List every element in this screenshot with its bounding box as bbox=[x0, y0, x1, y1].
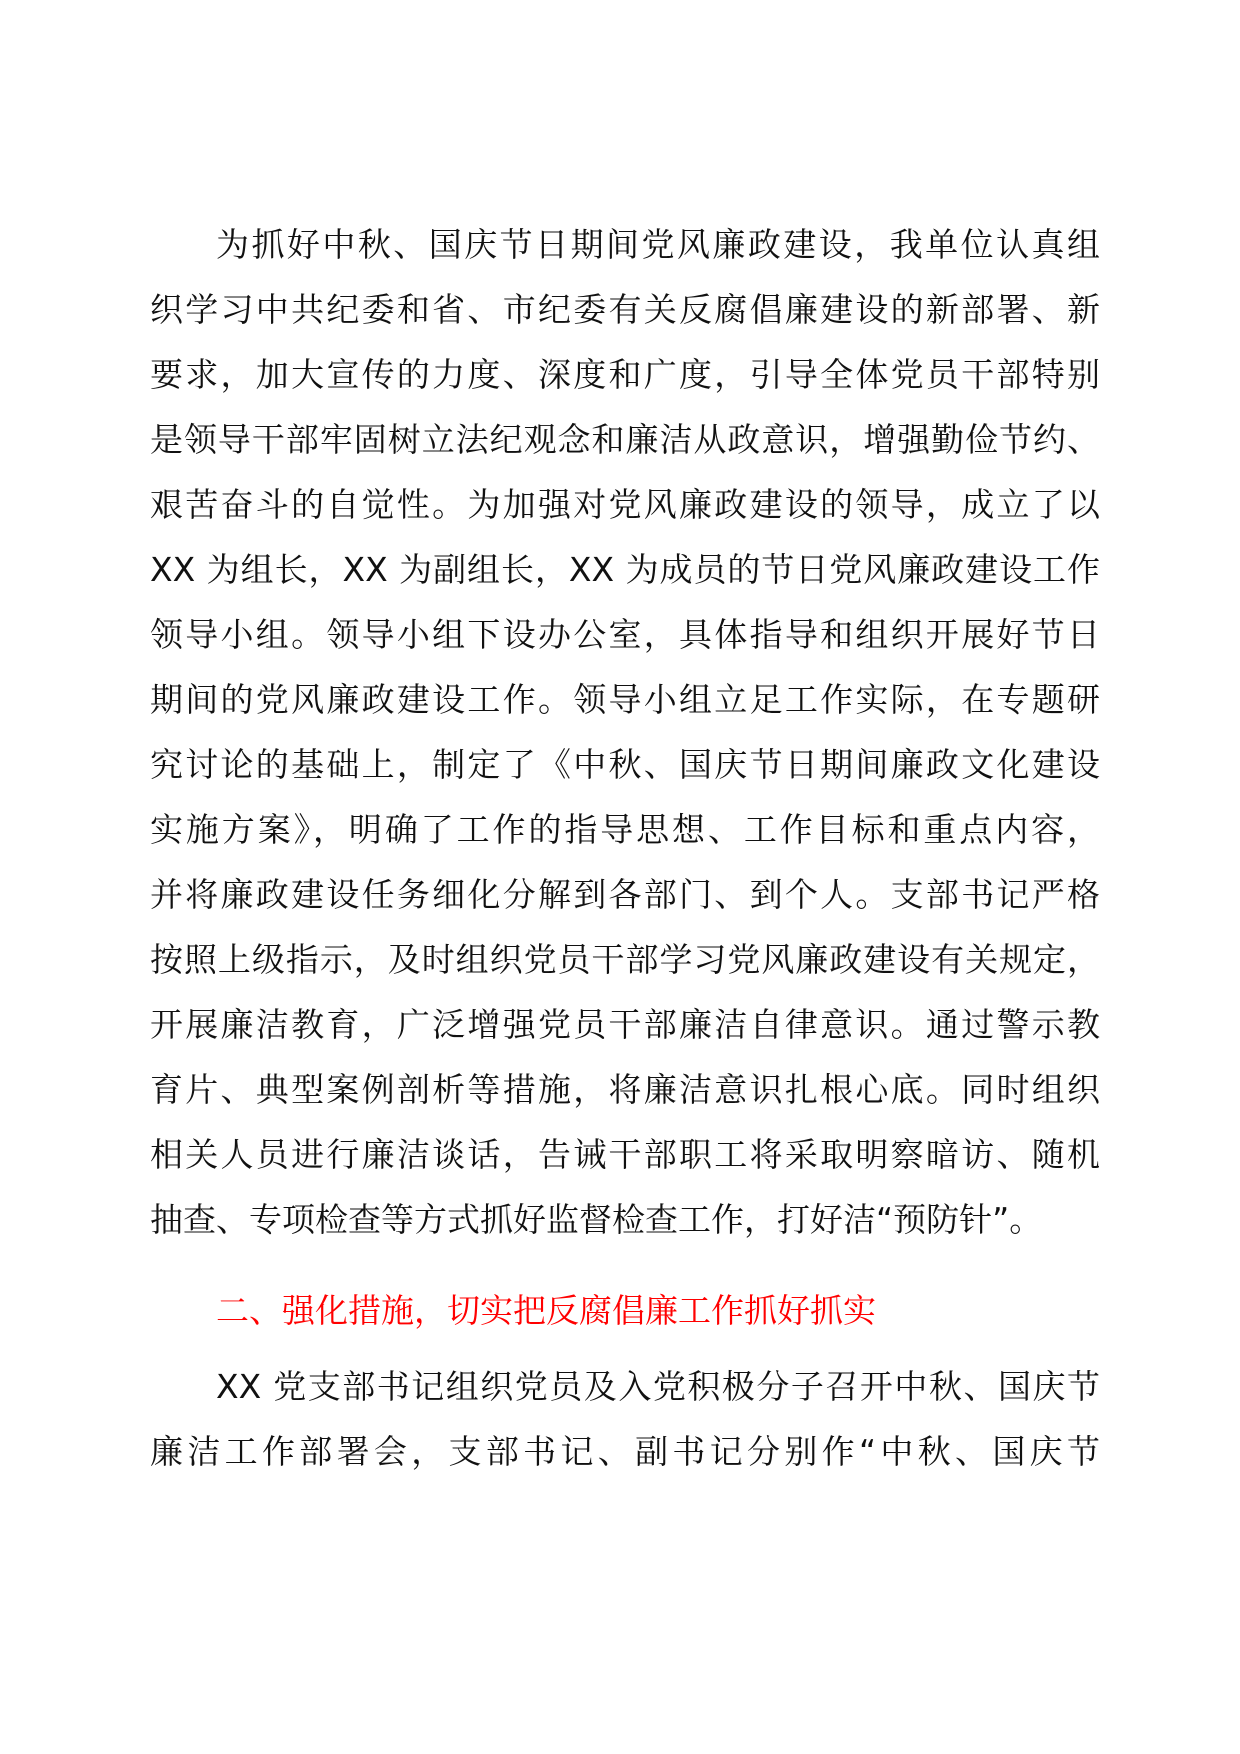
paragraph-line: 廉洁工作部署会，支部书记、副书记分别作“中秋、国庆节 bbox=[150, 1432, 1100, 1471]
paragraph-line: XX 党支部书记组织党员及入党积极分子召开中秋、国庆节 bbox=[216, 1367, 1100, 1406]
paragraph-line: 究讨论的基础上，制定了《中秋、国庆节日期间廉政文化建设 bbox=[150, 745, 1100, 784]
paragraph-line: 相关人员进行廉洁谈话，告诫干部职工将采取明察暗访、随机 bbox=[150, 1135, 1100, 1174]
paragraph-line: 抽查、专项检查等方式抓好监督检查工作，打好洁“预防针”。 bbox=[150, 1200, 1043, 1239]
paragraph-line: 艰苦奋斗的自觉性。为加强对党风廉政建设的领导，成立了以 bbox=[150, 485, 1100, 524]
paragraph-line: 织学习中共纪委和省、市纪委有关反腐倡廉建设的新部署、新 bbox=[150, 290, 1100, 329]
paragraph-line: 领导小组。领导小组下设办公室，具体指导和组织开展好节日 bbox=[150, 615, 1100, 654]
paragraph-line: 是领导干部牢固树立法纪观念和廉洁从政意识，增强勤俭节约、 bbox=[150, 420, 1100, 459]
section-heading: 二、强化措施，切实把反腐倡廉工作抓好抓实 bbox=[216, 1291, 876, 1330]
paragraph-line: 按照上级指示，及时组织党员干部学习党风廉政建设有关规定， bbox=[150, 940, 1100, 979]
paragraph-line: 为抓好中秋、国庆节日期间党风廉政建设，我单位认真组 bbox=[216, 225, 1100, 264]
paragraph-line: 育片、典型案例剖析等措施，将廉洁意识扎根心底。同时组织 bbox=[150, 1070, 1100, 1109]
paragraph-line: 并将廉政建设任务细化分解到各部门、到个人。支部书记严格 bbox=[150, 875, 1100, 914]
paragraph-line: XX 为组长，XX 为副组长，XX 为成员的节日党风廉政建设工作 bbox=[150, 550, 1100, 589]
paragraph-deployment-meeting bbox=[150, 1354, 1100, 1484]
paragraph-line: 期间的党风廉政建设工作。领导小组立足工作实际，在专题研 bbox=[150, 680, 1100, 719]
paragraph-line: 要求，加大宣传的力度、深度和广度，引导全体党员干部特别 bbox=[150, 355, 1100, 394]
paragraph-line: 实施方案》，明确了工作的指导思想、工作目标和重点内容， bbox=[150, 810, 1100, 849]
paragraph-party-conduct bbox=[150, 212, 1100, 1252]
paragraph-line: 开展廉洁教育，广泛增强党员干部廉洁自律意识。通过警示教 bbox=[150, 1005, 1100, 1044]
